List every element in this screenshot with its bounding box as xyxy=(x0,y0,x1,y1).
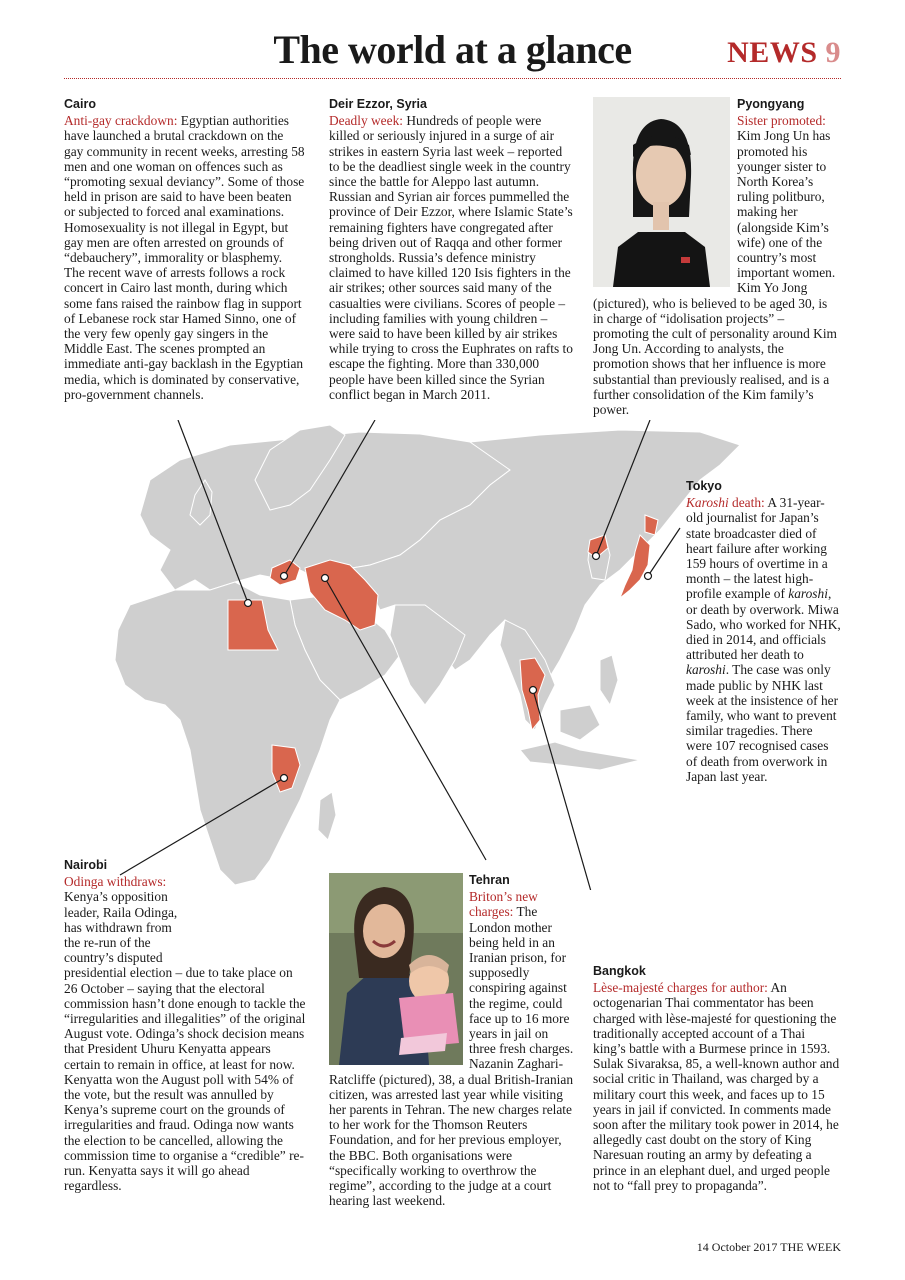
pin-tokyo xyxy=(645,573,652,580)
footer-date: 14 October 2017 xyxy=(696,1240,778,1254)
pin-cairo xyxy=(245,600,252,607)
story-body: Hundreds of people were killed or seriously injured in a surge of air strikes in eastern Syria last week – reported to be the deadliest single week in the country since the battle for Aleppo last autumn. Russian and Syrian air forces pummelled the province of Deir Ezzor, where Islamic State’s remaining fighters have congregated after being driven out of Raqqa and other former strongholds. Russia’s defence ministry claimed to have killed 120 Isis fighters in the air strikes; other sources said many of the casualties were civilians. Scores of people – including families with young children – were said to have been killed by air strikes while trying to cross the Euphrates on rafts to escape the fighting. More than 330,000 people have been killed since the Syrian conflict began in March 2011. xyxy=(329,113,573,402)
story-body: The London mother being held in an Iranian prison, for supposedly conspiring against the regime, could face up to 16 more years in jail on three fresh charges. Nazanin Zaghari-Ratcliffe (pictured), 38, a dual British-Iranian citizen, was arrested last year while visiting her parents in Tehran. The new charges relate to her work for the Thomson Reuters Foundation, and for her previous employer, the BBC. Both organisations were “specifically working to overthrow the regime”, according to the judge at a court hearing last weekend. xyxy=(329,904,574,1209)
pin-nairobi xyxy=(281,775,288,782)
header-rule xyxy=(64,78,841,79)
story-place: Deir Ezzor, Syria xyxy=(329,97,427,111)
story-place: Bangkok xyxy=(593,964,646,978)
story-pyongyang xyxy=(593,97,841,417)
kicker-rest: death: xyxy=(728,495,765,511)
story-tokyo xyxy=(686,479,841,784)
footer-publication: THE WEEK xyxy=(780,1240,841,1254)
page-title: The world at a glance xyxy=(273,27,632,72)
map-philippines xyxy=(600,655,618,705)
story-body-2: , or death by overwork. Miwa Sado, who worked for NHK, died in 2014, and officials attributed her death to xyxy=(686,586,841,663)
map-madagascar xyxy=(318,792,336,840)
pin-bangkok xyxy=(530,687,537,694)
kicker-italic: Karoshi xyxy=(686,495,729,511)
pin-tehran xyxy=(322,575,329,582)
pin-deir-ezzor xyxy=(281,573,288,580)
story-body-1: A 31-year-old journalist for Japan’s state broadcaster died of heart failure after working 159 hours of overtime in a month – the latest high-profile example of xyxy=(686,495,828,602)
map-borneo xyxy=(560,705,600,740)
story-kicker: Sister promoted: xyxy=(737,113,826,129)
map-float-spacer xyxy=(186,858,306,964)
map-indonesia xyxy=(520,742,640,770)
story-place: Nairobi xyxy=(64,858,108,872)
story-kicker: Odinga withdraws: xyxy=(64,874,167,890)
story-body-3: . The case was only made public by NHK last week at the insistence of her family, who want to prevent similar tragedies. There were 107 recognised cases of death from overwork in Japan last year. xyxy=(686,662,839,784)
story-deir-ezzor xyxy=(329,97,575,402)
story-body: An octogenarian Thai commentator has been charged with lèse-majesté for questioning the traditionally accepted account of a Thai king’s battle with a Burmese prince in 1593. Sulak Sivaraksa, 85, a well-known author and social critic in Thailand, was charged by a military court this week, and faces up to 15 years in jail if convicted. In comments made soon after the military took power in 2014, he allegedly cast doubt on the story of King Naresuan routing an army by defeating a prince in an elephant duel, and urged people not to “fall prey to propaganda”. xyxy=(593,980,840,1193)
photo-float-spacer xyxy=(329,873,469,1067)
story-kicker: Deadly week: xyxy=(329,113,403,129)
story-kicker: Lèse-majesté charges for author: xyxy=(593,980,768,996)
story-cairo xyxy=(64,97,306,402)
story-tehran xyxy=(329,873,575,1208)
story-place: Tokyo xyxy=(686,479,722,493)
section-label xyxy=(727,36,841,70)
story-italic-2: karoshi xyxy=(686,662,726,678)
pin-pyongyang xyxy=(593,553,600,560)
page-number: 9 xyxy=(825,36,841,69)
story-kicker: Anti-gay crackdown: xyxy=(64,113,178,129)
story-place: Tehran xyxy=(469,873,510,887)
section-name: NEWS xyxy=(727,36,818,69)
story-body: Kim Jong Un has promoted his younger sister to North Korea’s ruling politburo, making her (alongside Kim’s wife) one of the country’s most important women. Kim Yo Jong (pictured), who is believed to be aged 30, is in charge of “idolisation projects” – promoting the cult of personality around Kim Jong Un. According to analysts, the promotion shows that her influence is more substantial than previously realised, and is a further consolidation of the Kim family’s power. xyxy=(593,128,837,418)
story-nairobi xyxy=(64,858,306,1193)
story-body: Egyptian authorities have launched a brutal crackdown on the gay community in recent weeks, arresting 58 men and one woman on offences such as “promoting sexual deviancy”. Some of those held in prison are said to have been beaten or subjected to forced anal examinations. Homosexuality is not illegal in Egypt, but gay men are often arrested on grounds of “debauchery”, immorality or blasphemy. The recent wave of arrests follows a rock concert in Cairo last month, during which some fans raised the rainbow flag in support of Lebanese rock star Hamed Sinno, one of the very few openly gay singers in the Middle East. The scenes prompted an immediate anti-gay backlash in the Egyptian media, which is dominated by conservative, pro-government channels. xyxy=(64,113,305,402)
story-bangkok xyxy=(593,964,841,1193)
story-italic-1: karoshi xyxy=(788,586,828,602)
story-kicker xyxy=(686,495,765,510)
footer xyxy=(697,1240,841,1255)
story-body: Kenya’s opposition leader, Raila Odinga, has withdrawn from the re-run of the country’s disputed presidential election – due to take place on 26 October – saying that the electoral commission hasn’t done enough to tackle the “irregularities and illegalities” of the original August vote. Odinga’s shock decision means that President Uhuru Kenyatta appears certain to remain in office, at least for now. Kenyatta won the August poll with 54% of the vote, but the result was annulled by Kenya’s supreme court on the grounds of irregularities and fraud. Odinga now wants the election to be cancelled, allowing the commission time to organise a “credible” re-run. Kenyatta says it will go ahead regardless. xyxy=(64,889,306,1194)
story-place: Pyongyang xyxy=(737,97,805,111)
story-place: Cairo xyxy=(64,97,96,111)
photo-float-spacer xyxy=(593,97,737,287)
story-kicker: Briton’s new charges: xyxy=(469,889,538,920)
